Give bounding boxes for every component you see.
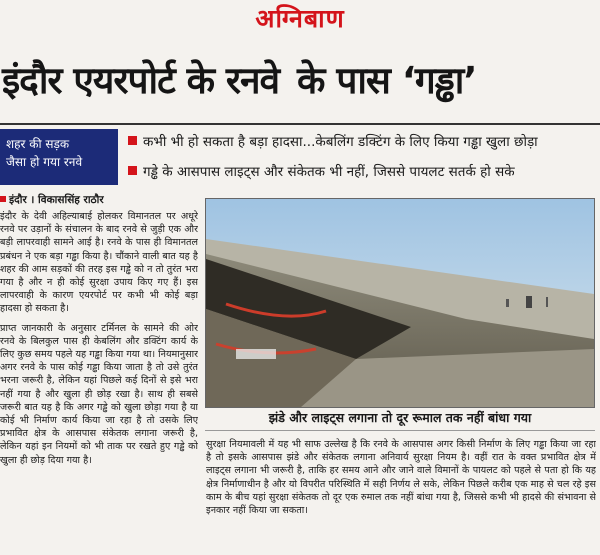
article-paragraph: इंदौर के देवी अहिल्याबाई होलकर विमानतल पर अधूरे रनवे पर उड़ानों के संचालन के बाद रनवे से जुड़ी एक और बड़ी लापरवाही सामने आई है। रनवे के पास ही विमानतल प्रबंधन ने एक बड़ा गड्ढा किया है। चौंकाने वाली बात यह है शहर की आम सड़कों की तरह इस गड्ढे को न तो तुरंत भरा गया है और न ही कोई सुरक्षा उपाय किए गए हैं। इस लापरवाही के कारण एयरपोर्ट पर कभी भी कोई बड़ा हादसा हो सकता है।	[0, 211, 198, 315]
kicker-box	[0, 129, 118, 185]
masthead-logo: अग्निबाण	[255, 4, 345, 33]
byline-text: इंदौर । विकाससिंह राठौर	[9, 194, 104, 206]
headline-divider	[0, 123, 600, 125]
deck-line-1	[128, 130, 598, 154]
bullet-square-icon	[128, 136, 137, 145]
kicker-line-1: शहर की सड़क	[6, 137, 70, 151]
headline-mid: के पास	[297, 59, 390, 102]
kicker-line-2: जैसा हो गया रनवे	[6, 155, 83, 169]
headline-quote: ‘गड्ढा’	[401, 59, 477, 102]
runway-trench-photo	[205, 198, 595, 408]
deck-text-2: गड्ढे के आसपास लाइट्स और संकेतक भी नहीं, जिससे पायलट सतर्क हो सके	[143, 164, 515, 180]
article-left-column	[0, 210, 198, 550]
deck-line-2	[128, 160, 598, 184]
headline	[0, 48, 600, 120]
photo-illustration	[206, 199, 594, 407]
byline	[0, 192, 200, 208]
headline-lead: इंदौर एयरपोर्ट के रनवे	[2, 59, 280, 102]
photo-caption: झंडे और लाइट्स लगाना तो दूर रूमाल तक नहीं बांधा गया	[205, 406, 595, 431]
bullet-square-icon	[0, 196, 6, 202]
article-paragraph: प्राप्त जानकारी के अनुसार टर्मिनल के सामने की ओर रनवे के बिलकुल पास ही केबलिंग और डक्टिंग कार्य के लिए कुछ समय पहले यह गड्ढा किया गया था। नियमानुसार अगर रनवे के पास कोई गड्ढा किया जाता है तो उसे तुरंत भरना जरूरी है, लेकिन यहां पिछले कई दिनों से इसे भरा नहीं गया है और खुला ही छोड़ रखा है। साथ ही सबसे जरूरी बात यह है कि अगर गड्ढे को खुला छोड़ा गया है या कोई भी निर्माण कार्य किया जा रहा है तो उसके लिए प्रभावित क्षेत्र के आसपास संकेतक लगाना जरूरी है, लेकिन यहां इन नियमों को भी ताक पर रखते हुए गड्ढे को खुला ही छोड़ दिया गया है।	[0, 322, 198, 466]
deck-text-1: कभी भी हो सकता है बड़ा हादसा...केबलिंग डक्टिंग के लिए किया गड्ढा खुला छोड़ा	[143, 134, 538, 150]
article-right-column: सुरक्षा नियमावली में यह भी साफ उल्लेख है कि रनवे के आसपास अगर किसी निर्माण के लिए गड्ढा किया जा रहा है तो इसके आसपास झंडे और संकेतक लगाना अनिवार्य सुरक्षा नियम है। वहीं रात के वक्त प्रभावित क्षेत्र में लाइट्स लगाना भी जरूरी है, ताकि हर समय आने और जाने वाले विमानों के पायलट को पहले से पता हो कि यह क्षेत्र निर्माणाधीन है और यो विपरीत परिस्थिति में सही निर्णय ले सके, लेकिन पिछले करीब एक माह से चल रहे इस काम के बीच यहां सुरक्षा संकेतक तो दूर एक रुमाल तक नहीं बांधा गया है, जिससे कभी भी हादसे की संभावना से इनकार नहीं किया जा सकता।	[206, 439, 596, 517]
bullet-square-icon	[128, 166, 137, 175]
